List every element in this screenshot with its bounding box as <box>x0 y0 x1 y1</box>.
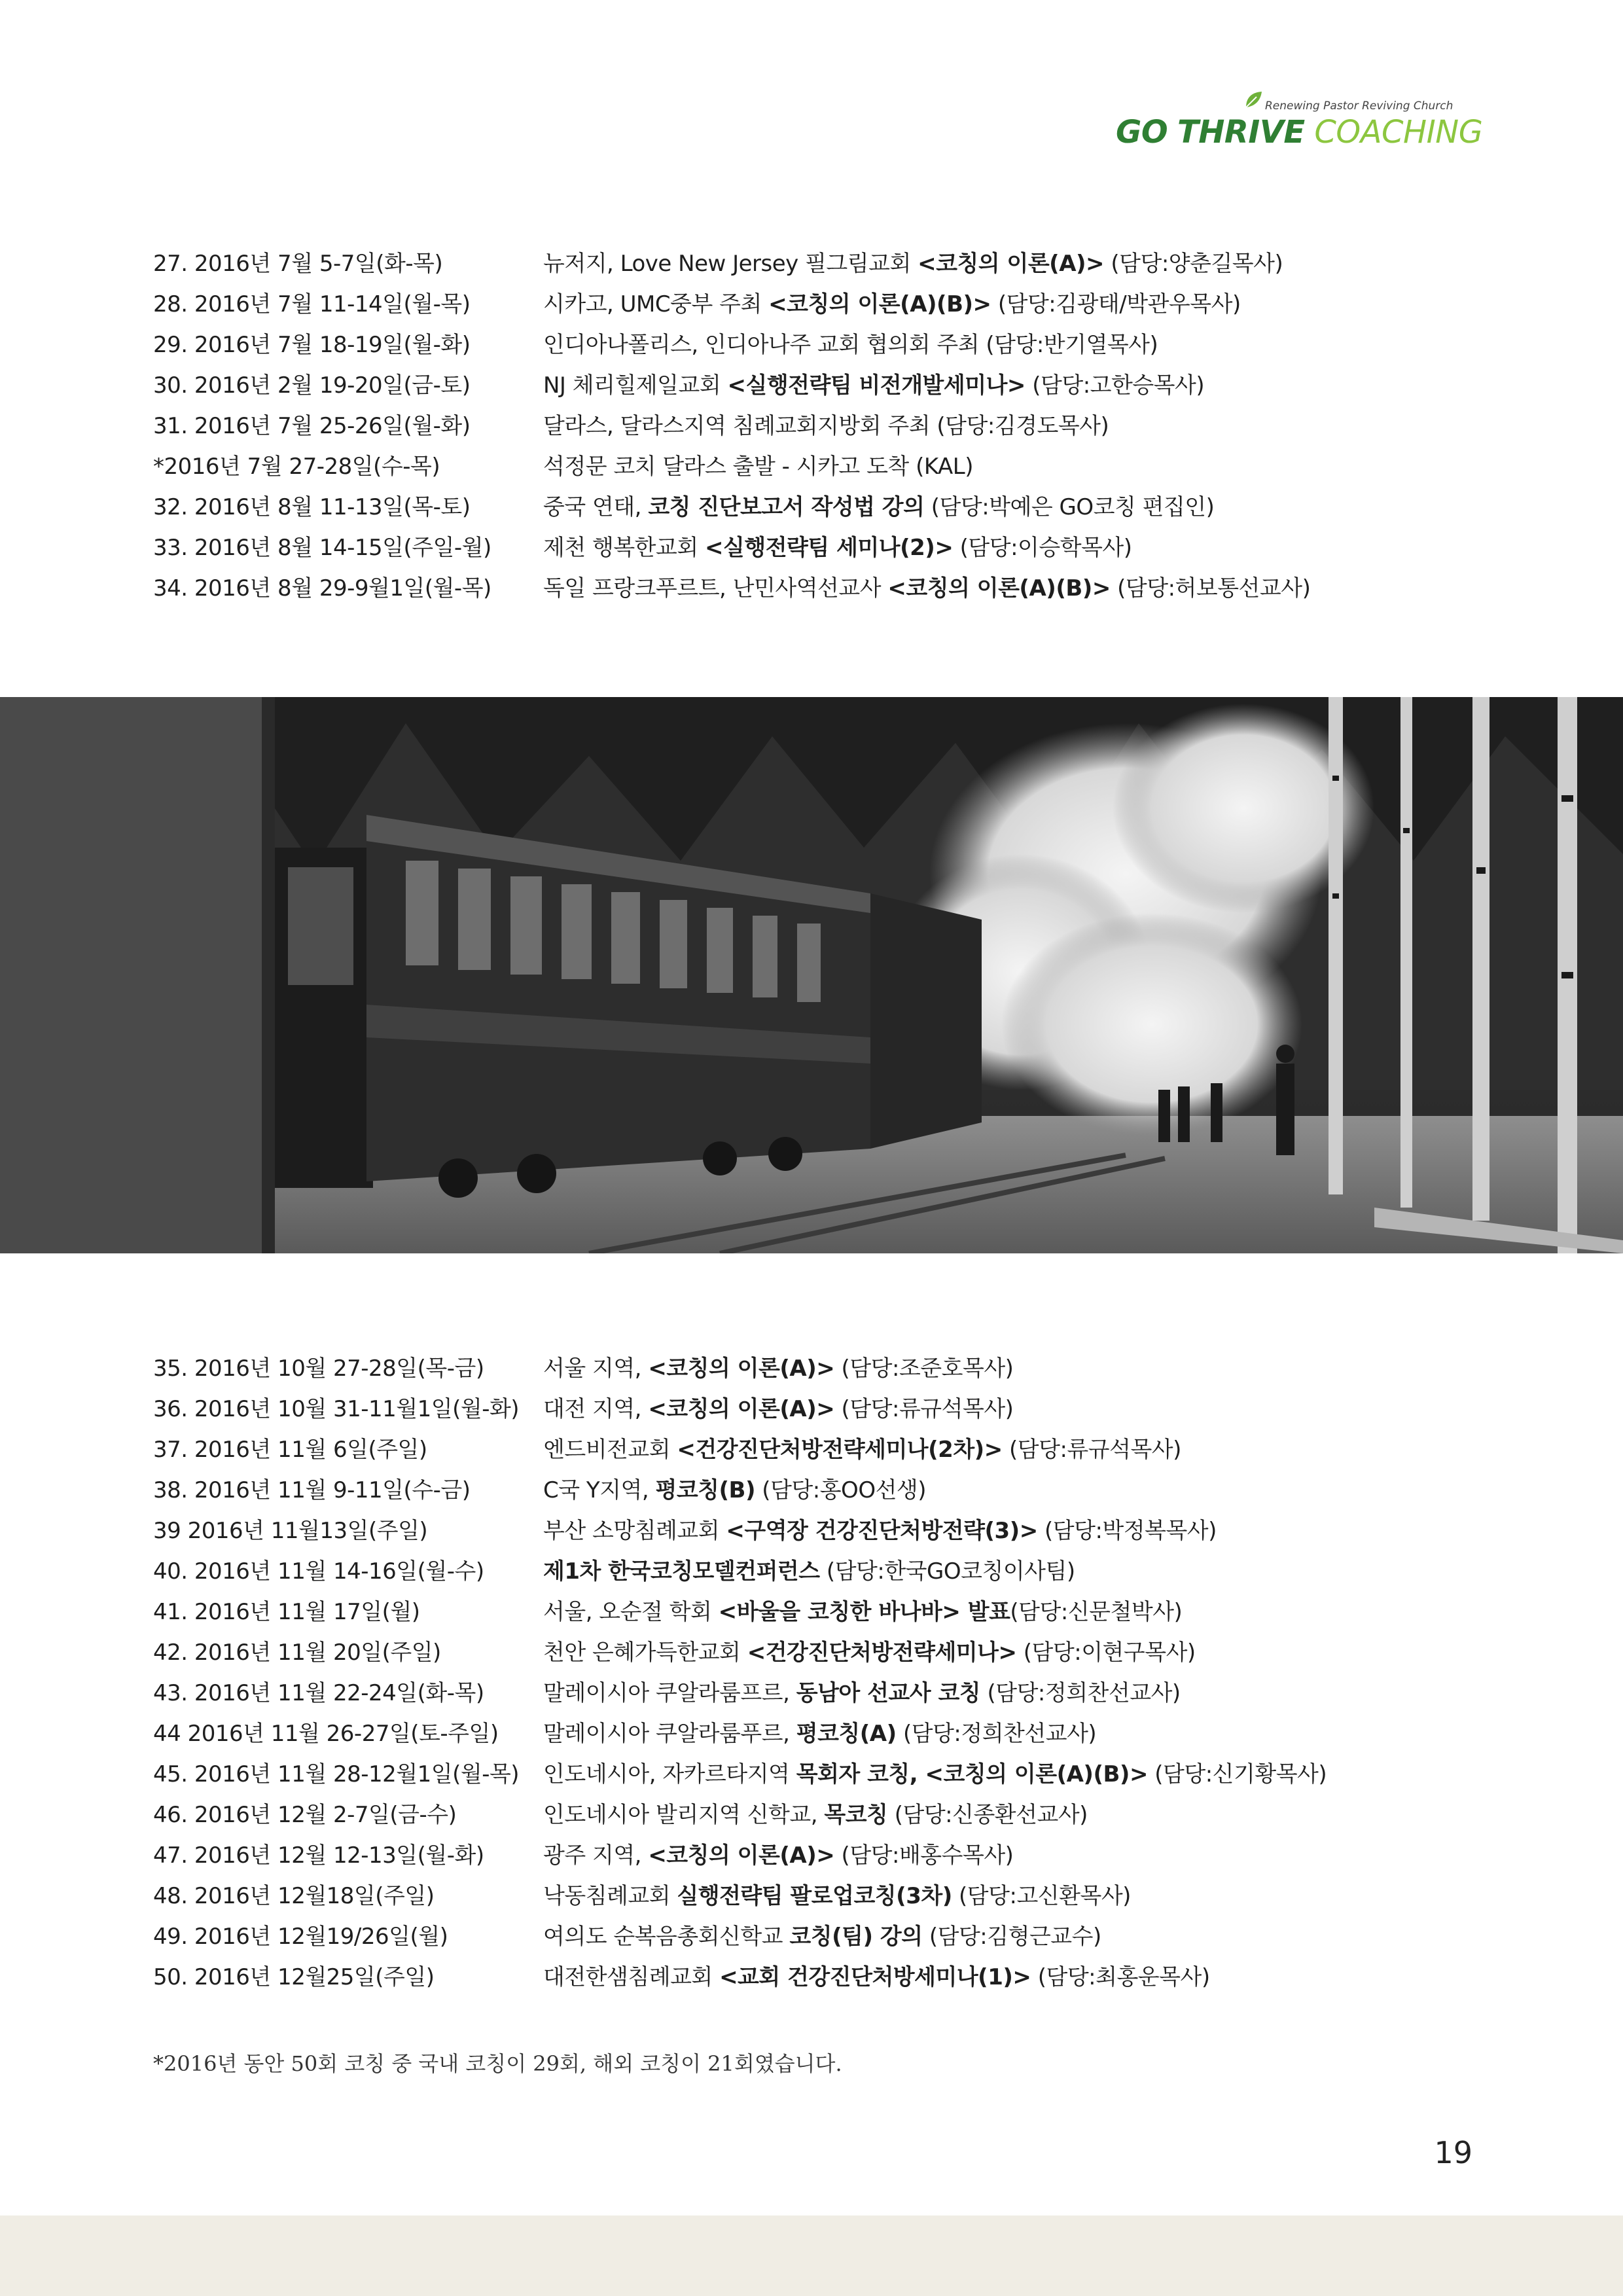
schedule-event <box>543 325 1158 365</box>
schedule-row <box>0 487 1623 528</box>
event-highlight: <코칭의 이론(A)(B)> <box>768 291 991 317</box>
schedule-event <box>543 406 1109 446</box>
schedule-date: 47. 2016년 12월 12-13일(월-화) <box>153 1842 484 1869</box>
steam-train-photo <box>0 697 1623 1253</box>
schedule-date: 48. 2016년 12월18일(주일) <box>153 1883 435 1909</box>
event-highlight: 제1차 한국코칭모델컨퍼런스 <box>543 1558 820 1585</box>
event-text: (담당:한국GO코칭이사팀) <box>819 1558 1075 1585</box>
event-text: 엔드비전교회 <box>543 1437 677 1463</box>
event-text: 낙동침례교회 <box>543 1883 677 1909</box>
event-highlight: <실행전략팀 비전개발세미나> <box>727 372 1026 399</box>
event-text: 서울 지역, <box>543 1355 649 1382</box>
schedule-row <box>0 1673 1623 1713</box>
schedule-row <box>0 1348 1623 1389</box>
event-highlight: 코칭 진단보고서 작성법 강의 <box>648 494 925 520</box>
event-text: 말레이시아 쿠알라룸푸르, <box>543 1721 796 1747</box>
event-highlight: <건강진단처방전략세미나> <box>747 1640 1017 1666</box>
schedule-event <box>543 284 1241 325</box>
event-text: 인도네시아, 자카르타지역 <box>543 1761 796 1787</box>
event-text: 서울, 오순절 학회 <box>543 1599 719 1625</box>
event-text: (담당:박예은 GO코칭 편집인) <box>924 494 1215 520</box>
schedule-row <box>0 284 1623 325</box>
schedule-date: 50. 2016년 12월25일(주일) <box>153 1964 435 1990</box>
event-highlight: 동남아 선교사 코칭 <box>796 1680 981 1706</box>
event-highlight: <바울을 코칭한 바나바> 발표 <box>718 1599 1010 1625</box>
event-highlight: <코칭의 이론(A)> <box>918 251 1105 277</box>
logo-word-go: GO <box>1116 114 1168 151</box>
schedule-event <box>543 1754 1327 1795</box>
train-illustration <box>0 697 1623 1253</box>
schedule-date: 35. 2016년 10월 27-28일(목-금) <box>153 1355 484 1382</box>
schedule-event <box>543 1916 1101 1957</box>
schedule-row <box>0 528 1623 568</box>
event-highlight: 평코칭(A) <box>796 1721 897 1747</box>
schedule-date: 37. 2016년 11월 6일(주일) <box>153 1437 427 1463</box>
event-text: 여의도 순복음총회신학교 <box>543 1924 790 1950</box>
schedule-event <box>543 243 1283 284</box>
event-text: (담당:이현구목사) <box>1016 1640 1196 1666</box>
event-text: (담당:정희찬선교사) <box>896 1721 1097 1747</box>
schedule-event <box>543 1389 1013 1429</box>
footer-band <box>0 2215 1623 2296</box>
schedule-date: 30. 2016년 2월 19-20일(금-토) <box>153 372 471 399</box>
event-text: (담당:류규석목사) <box>1002 1437 1181 1463</box>
schedule-row <box>0 1835 1623 1876</box>
schedule-date: 33. 2016년 8월 14-15일(주일-월) <box>153 535 491 561</box>
event-highlight: <실행전략팀 세미나(2)> <box>705 535 954 561</box>
event-text: 독일 프랑크푸르트, 난민사역선교사 <box>543 575 888 601</box>
schedule-row <box>0 1389 1623 1429</box>
schedule-row <box>0 243 1623 284</box>
schedule-row <box>0 1713 1623 1754</box>
page-number: 19 <box>1434 2135 1472 2170</box>
schedule-date: 43. 2016년 11월 22-24일(화-목) <box>153 1680 484 1706</box>
schedule-date: 45. 2016년 11월 28-12월1일(월-목) <box>153 1761 520 1787</box>
schedule-event <box>543 1957 1210 1998</box>
schedule-event <box>543 1511 1217 1551</box>
event-text: 중국 연태, <box>543 494 649 520</box>
event-text: 광주 지역, <box>543 1842 649 1869</box>
schedule-row <box>0 365 1623 406</box>
event-text: 말레이시아 쿠알라룸프르, <box>543 1680 796 1706</box>
schedule-row <box>0 1632 1623 1673</box>
schedule-row <box>0 1957 1623 1998</box>
schedule-event <box>543 1876 1131 1916</box>
schedule-row <box>0 406 1623 446</box>
schedule-row <box>0 568 1623 609</box>
event-text: (담당:김형근교수) <box>922 1924 1101 1950</box>
logo-tagline: Renewing Pastor Reviving Church <box>1265 99 1454 113</box>
schedule-event <box>543 1429 1181 1470</box>
schedule-date: 29. 2016년 7월 18-19일(월-화) <box>153 332 471 358</box>
logo-word-coaching: COACHING <box>1314 114 1483 151</box>
event-text: 대전 지역, <box>543 1396 649 1422</box>
event-highlight: <코칭의 이론(A)(B)> <box>887 575 1111 601</box>
schedule-row <box>0 1916 1623 1957</box>
schedule-date: 38. 2016년 11월 9-11일(수-금) <box>153 1477 471 1503</box>
event-text: 뉴저지, Love New Jersey 필그림교회 <box>543 251 918 277</box>
event-highlight: <구역장 건강진단처방전략(3)> <box>726 1518 1038 1544</box>
event-text: NJ 체리힐제일교회 <box>543 372 728 399</box>
schedule-row <box>0 1876 1623 1916</box>
leaf-icon <box>1243 90 1263 110</box>
event-highlight: 평코칭(B) <box>655 1477 755 1503</box>
event-text: 시카고, UMC중부 주최 <box>543 291 769 317</box>
schedule-row <box>0 1754 1623 1795</box>
event-text: 제천 행복한교회 <box>543 535 705 561</box>
schedule-event <box>543 1551 1075 1592</box>
schedule-date: 39 2016년 11월13일(주일) <box>153 1518 428 1544</box>
event-text: (담당:신기황목사) <box>1147 1761 1327 1787</box>
event-text: 부산 소망침례교회 <box>543 1518 726 1544</box>
schedule-row <box>0 1795 1623 1835</box>
schedule-event <box>543 487 1214 528</box>
event-highlight: <교회 건강진단처방세미나(1)> <box>719 1964 1031 1990</box>
schedule-date: 44 2016년 11월 26-27일(토-주일) <box>153 1721 499 1747</box>
event-text: 인디아나폴리스, 인디아나주 교회 협의회 주최 (담당:반기열목사) <box>543 332 1158 358</box>
event-text: (담당:정희찬선교사) <box>980 1680 1181 1706</box>
event-text: (담당:이승학목사) <box>953 535 1132 561</box>
event-highlight: 목회자 코칭, <코칭의 이론(A)(B)> <box>796 1761 1148 1787</box>
schedule-event <box>543 1795 1088 1835</box>
logo-word-thrive: THRIVE <box>1177 114 1305 151</box>
schedule-event <box>543 568 1310 609</box>
event-highlight: 목코칭 <box>824 1802 888 1828</box>
schedule-row <box>0 325 1623 365</box>
event-text: (담당:배홍수목사) <box>834 1842 1014 1869</box>
event-highlight: <코칭의 이론(A)> <box>648 1396 835 1422</box>
event-highlight: 코칭(팀) 강의 <box>789 1924 923 1950</box>
summary-note: *2016년 동안 50회 코칭 중 국내 코칭이 29회, 해외 코칭이 21회였습니다. <box>153 2051 842 2076</box>
event-highlight: <코칭의 이론(A)> <box>648 1355 835 1382</box>
schedule-row <box>0 1592 1623 1632</box>
event-text: 대전한샘침례교회 <box>543 1964 720 1990</box>
schedule-event <box>543 1632 1196 1673</box>
event-text: (담당:허보통선교사) <box>1110 575 1311 601</box>
schedule-date: 27. 2016년 7월 5-7일(화-목) <box>153 251 443 277</box>
schedule-date: 28. 2016년 7월 11-14일(월-목) <box>153 291 471 317</box>
schedule-date: 36. 2016년 10월 31-11월1일(월-화) <box>153 1396 520 1422</box>
event-text: (담당:김광태/박관우목사) <box>991 291 1241 317</box>
event-highlight: 실행전략팀 팔로업코칭(3차) <box>677 1883 952 1909</box>
event-highlight: <건강진단처방전략세미나(2차)> <box>677 1437 1003 1463</box>
event-text: (담당:양춘길목사) <box>1104 251 1283 277</box>
schedule-row <box>0 446 1623 487</box>
event-text: (담당:신종환선교사) <box>887 1802 1088 1828</box>
schedule-date: 46. 2016년 12월 2-7일(금-수) <box>153 1802 457 1828</box>
schedule-row <box>0 1551 1623 1592</box>
event-text: (담당:최홍운목사) <box>1031 1964 1210 1990</box>
schedule-date: 31. 2016년 7월 25-26일(월-화) <box>153 413 471 439</box>
event-text: C국 Y지역, <box>543 1477 656 1503</box>
event-text: (담당:고한승목사) <box>1025 372 1205 399</box>
event-text: (담당:신문철박사) <box>1010 1599 1183 1625</box>
schedule-row <box>0 1429 1623 1470</box>
event-text: (담당:류규석목사) <box>834 1396 1014 1422</box>
schedule-date: 32. 2016년 8월 11-13일(목-토) <box>153 494 471 520</box>
schedule-event <box>543 1713 1096 1754</box>
event-text: 달라스, 달라스지역 침례교회지방회 주최 (담당:김경도목사) <box>543 413 1109 439</box>
schedule-event <box>543 446 973 487</box>
event-text: (담당:고신환목사) <box>952 1883 1131 1909</box>
schedule-date: 34. 2016년 8월 29-9월1일(월-목) <box>153 575 491 601</box>
schedule-event <box>543 528 1132 568</box>
schedule-event <box>543 1348 1013 1389</box>
event-text: 천안 은혜가득한교회 <box>543 1640 747 1666</box>
schedule-row <box>0 1470 1623 1511</box>
schedule-event <box>543 1673 1181 1713</box>
schedule-date: 49. 2016년 12월19/26일(월) <box>153 1924 448 1950</box>
event-text: (담당:홍OO선생) <box>755 1477 927 1503</box>
go-thrive-coaching-logo <box>1116 90 1483 156</box>
schedule-date: 42. 2016년 11월 20일(주일) <box>153 1640 441 1666</box>
schedule-date: *2016년 7월 27-28일(수-목) <box>153 454 440 480</box>
schedule-event <box>543 1835 1013 1876</box>
event-text: (담당:조준호목사) <box>834 1355 1014 1382</box>
event-text: (담당:박정복목사) <box>1037 1518 1217 1544</box>
logo-wordmark <box>1116 114 1482 151</box>
schedule-row <box>0 1511 1623 1551</box>
event-text: 인도네시아 발리지역 신학교, <box>543 1802 825 1828</box>
event-highlight: <코칭의 이론(A)> <box>648 1842 835 1869</box>
event-text: 석정문 코치 달라스 출발 - 시카고 도착 (KAL) <box>543 454 974 480</box>
schedule-date: 40. 2016년 11월 14-16일(월-수) <box>153 1558 484 1585</box>
schedule-event <box>543 1470 926 1511</box>
schedule-date: 41. 2016년 11월 17일(월) <box>153 1599 420 1625</box>
schedule-event <box>543 365 1204 406</box>
schedule-event <box>543 1592 1182 1632</box>
